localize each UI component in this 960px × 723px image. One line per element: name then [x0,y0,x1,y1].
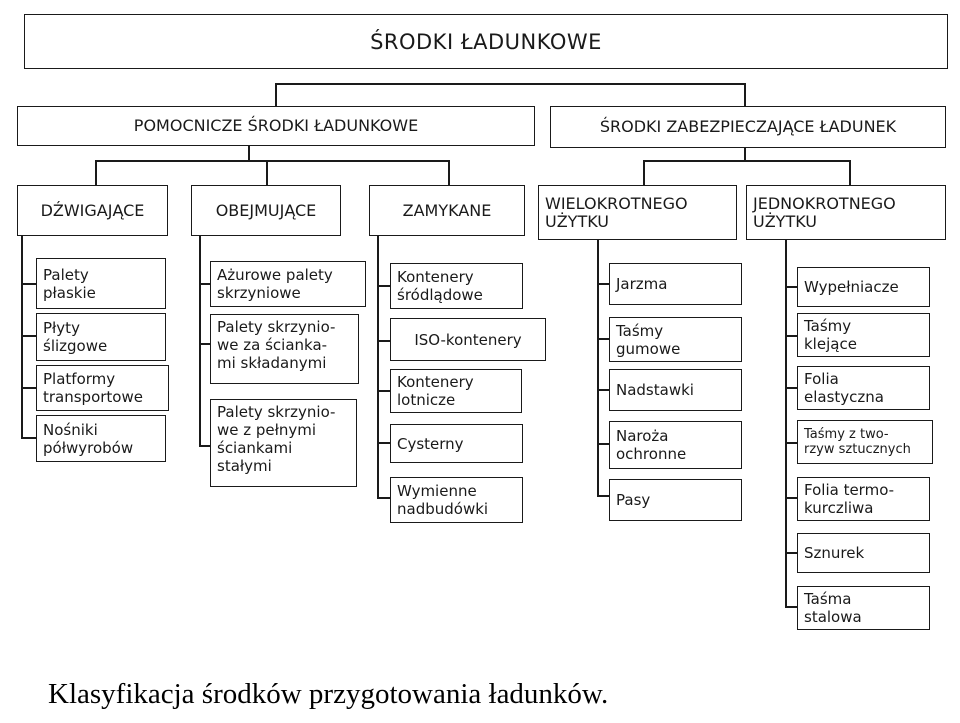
connector [597,495,609,497]
connector [377,390,390,392]
connector [95,160,449,162]
connector [21,283,36,285]
connector [21,236,23,438]
connector [377,497,390,499]
connector [377,285,390,287]
leaf-item: Płyty ślizgowe [36,313,166,361]
connector [785,335,797,337]
connector [266,160,268,185]
aux-loading-means-node: POMOCNICZE ŚRODKI ŁADUNKOWE [17,106,535,146]
leaf-item: Taśmy z two- rzyw sztucznych [797,420,933,464]
leaf-item: Kontenery śródlądowe [390,263,523,309]
leaf-item: Taśmy klejące [797,313,930,357]
leaf-item: ISO-kontenery [390,318,546,361]
leaf-item: Palety skrzynio- we za ścianka- mi składanymi [210,314,359,384]
leaf-item: Kontenery lotnicze [390,369,522,413]
root-node: ŚRODKI ŁADUNKOWE [24,14,948,69]
connector [785,286,797,288]
connector [643,160,645,185]
leaf-item: Nośniki półwyrobów [36,415,166,462]
connector [597,240,599,496]
leaf-item: Taśmy gumowe [609,317,742,362]
connector [21,335,36,337]
connector [377,236,379,498]
connector [785,497,797,499]
connector [21,387,36,389]
leaf-item: Jarzma [609,263,742,305]
connector [448,160,450,185]
leaf-item: Pasy [609,479,742,521]
connector [597,389,609,391]
lifting-node: DŹWIGAJĄCE [17,185,168,236]
connector [597,283,609,285]
connector [785,606,797,608]
figure-caption: Klasyfikacja środków przygotowania ładunków. [48,678,609,710]
leaf-item: Platformy transportowe [36,365,169,411]
closed-node: ZAMYKANE [369,185,525,236]
connector [95,160,97,185]
connector [199,343,210,345]
connector [744,146,746,161]
leaf-item: Palety płaskie [36,258,166,309]
leaf-item: Wypełniacze [797,267,930,307]
connector [275,83,277,106]
connector [785,442,797,444]
connector [597,338,609,340]
leaf-item: Folia elastyczna [797,366,930,410]
leaf-item: Nadstawki [609,369,742,411]
leaf-item: Ażurowe palety skrzyniowe [210,261,366,307]
leaf-item: Wymienne nadbudówki [390,477,523,523]
reusable-node: WIELOKROTNEGO UŻYTKU [538,185,737,240]
leaf-item: Taśma stalowa [797,586,930,630]
enclosing-node: OBEJMUJĄCE [191,185,341,236]
connector [643,160,850,162]
leaf-item: Folia termo- kurczliwa [797,477,930,521]
connector [785,387,797,389]
leaf-item: Naroża ochronne [609,421,742,469]
connector [849,160,851,185]
connector [377,340,390,342]
connector [248,146,250,161]
connector [21,437,36,439]
connector [199,283,210,285]
connector [744,83,746,106]
connector [199,236,201,446]
leaf-item: Sznurek [797,533,930,573]
leaf-item: Cysterny [390,424,523,463]
connector [275,83,745,85]
connector [597,443,609,445]
connector [377,442,390,444]
load-securing-means-node: ŚRODKI ZABEZPIECZAJĄCE ŁADUNEK [550,106,946,148]
connector [199,445,210,447]
single-use-node: JEDNOKROTNEGO UŻYTKU [746,185,946,240]
connector [785,552,797,554]
leaf-item: Palety skrzynio- we z pełnymi ściankami stałymi [210,399,357,487]
